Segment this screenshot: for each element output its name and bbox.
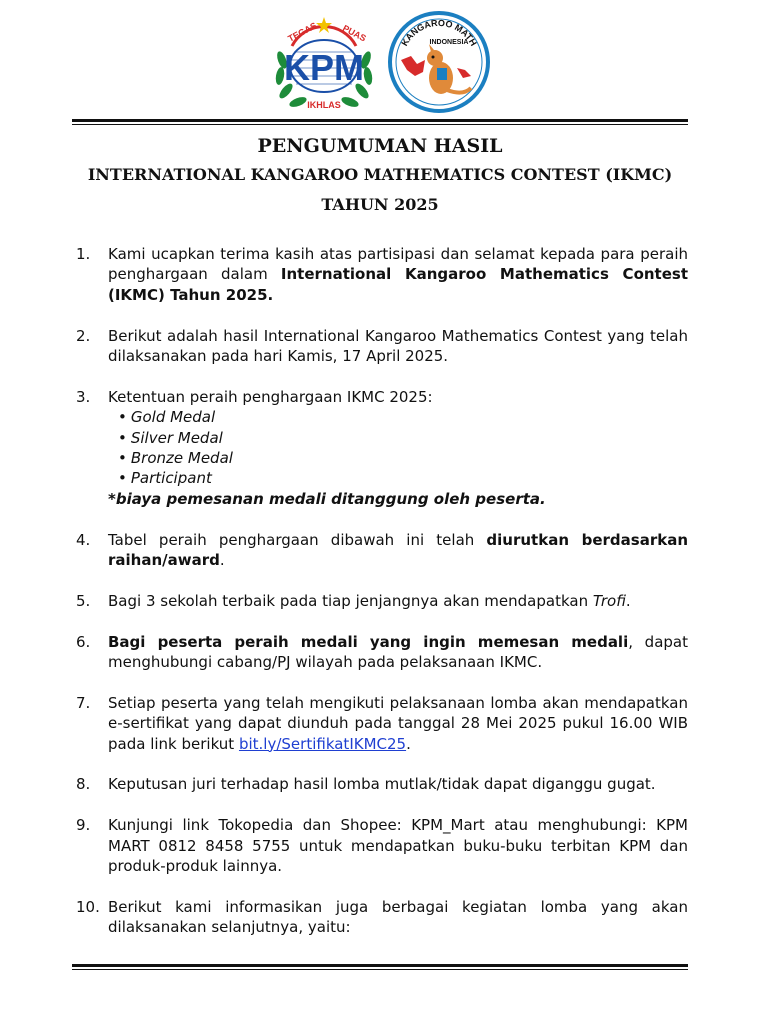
list-item (72, 815, 688, 876)
kpm-word-bottom: IKHLAS (307, 100, 341, 110)
kangaroo-sub-text: INDONESIA (429, 39, 469, 46)
certificate-link[interactable]: bit.ly/SertifikatIKMC25 (238, 734, 407, 753)
item-number: 2. (76, 326, 91, 345)
announcement-list (72, 244, 688, 958)
item-text: Bagi 3 sekolah terbaik pada tiap jenjangnya akan mendapatkan Trofi. (108, 591, 631, 610)
contest-year: TAHUN 2025 (321, 195, 439, 214)
item-text: Kami ucapkan terima kasih atas partisipasi dan selamat kepada para peraih penghargaan dalam International Kangaroo Mathematics Contest (IKMC) Tahun 2025. (108, 245, 688, 304)
item-text: Kunjungi link Tokopedia dan Shopee: KPM_Mart atau menghubungi: KPM MART 0812 8458 5755 untuk mendapatkan buku-buku terbitan KPM dan produk-produk lainnya. (108, 816, 688, 876)
kpm-logo (268, 12, 380, 114)
item-number: 5. (76, 591, 91, 610)
medal-list (108, 407, 688, 489)
bottom-divider (72, 964, 688, 970)
kpm-logo-text: KPM (284, 47, 364, 88)
list-item (72, 632, 688, 673)
list-item (72, 244, 688, 305)
top-divider (72, 119, 688, 125)
item-number: 3. (76, 387, 91, 406)
list-item (72, 326, 688, 367)
item-number: 7. (76, 693, 91, 712)
item-text: Bagi peserta peraih medali yang ingin memesan medali, dapat menghubungi cabang/PJ wilayah pada pelaksanaan IKMC. (108, 632, 688, 672)
item-text: Ketentuan peraih penghargaan IKMC 2025: (108, 387, 433, 406)
item-text: Setiap peserta yang telah mengikuti pelaksanaan lomba akan mendapatkan e-sertifikat yang dapat diunduh pada tanggal 28 Mei 2025 pukul 16.00 WIB pada link berikut bit.ly/SertifikatIKMC25. (108, 693, 688, 753)
item-text: Berikut kami informasikan juga berbagai kegiatan lomba yang akan dilaksanakan selanjutnya, yaitu: (108, 897, 688, 937)
item-number: 8. (76, 775, 91, 794)
item-number: 10. (76, 897, 100, 916)
medal-item: • Participant (118, 469, 212, 488)
item-text: Berikut adalah hasil International Kangaroo Mathematics Contest yang telah dilaksanakan pada hari Kamis, 17 April 2025. (108, 326, 688, 366)
kpm-word-left: TEGAS (286, 20, 319, 44)
contest-title: INTERNATIONAL KANGAROO MATHEMATICS CONTEST (IKMC) (87, 165, 673, 184)
medal-item: • Silver Medal (118, 428, 223, 447)
medal-fee-note: *biaya pemesanan medali ditanggung oleh peserta. (108, 489, 546, 508)
page-title: PENGUMUMAN HASIL (257, 135, 503, 157)
star-icon (316, 17, 332, 33)
medal-item: • Gold Medal (118, 408, 216, 427)
list-item (72, 387, 688, 509)
kangaroo-math-logo (387, 10, 491, 114)
list-item (72, 897, 688, 938)
kangaroo-arc-text: KANGAROO MATH (399, 17, 479, 48)
item-number: 6. (76, 632, 91, 651)
list-item (72, 774, 688, 794)
kpm-word-right: PUAS (341, 22, 368, 44)
list-item (72, 693, 688, 754)
item-number: 9. (76, 816, 91, 835)
list-item (72, 530, 688, 571)
logo-header (0, 8, 768, 116)
item-text: Keputusan juri terhadap hasil lomba mutlak/tidak dapat diganggu gugat. (108, 775, 656, 794)
item-number: 4. (76, 530, 91, 549)
item-text: Tabel peraih penghargaan dibawah ini telah diurutkan berdasarkan raihan/award. (108, 530, 688, 570)
medal-item: • Bronze Medal (118, 449, 233, 468)
list-item (72, 591, 688, 611)
announcement-heading (72, 132, 688, 220)
item-number: 1. (76, 245, 91, 263)
